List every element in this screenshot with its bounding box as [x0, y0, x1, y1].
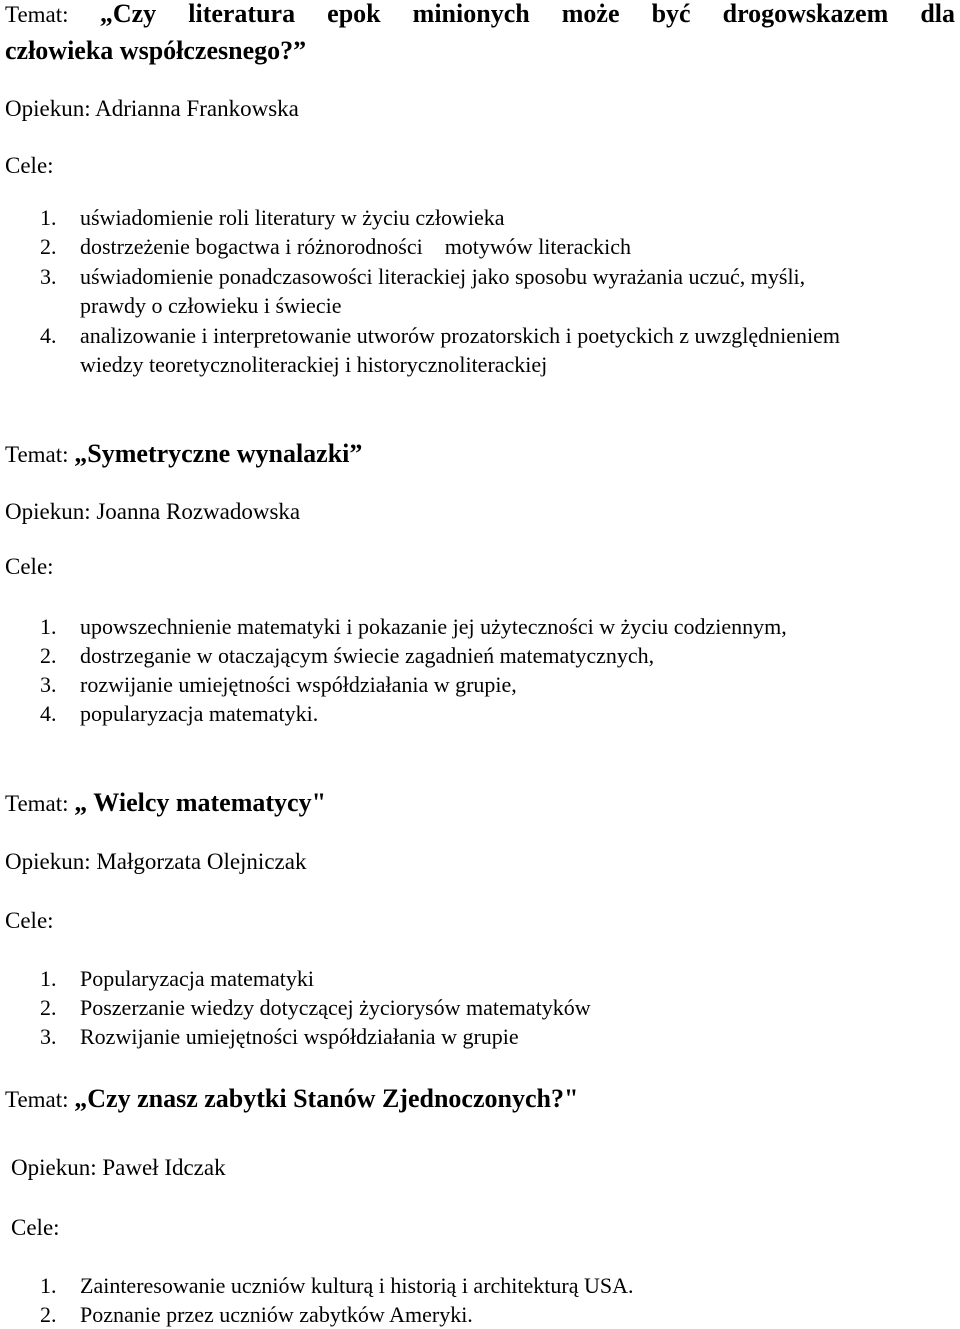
topic-label: Temat: — [5, 791, 69, 816]
topic-3-title — [5, 789, 326, 818]
list-text: Poszerzanie wiedzy dotyczącej życiorysów matematyków — [80, 995, 591, 1020]
list-text: uświadomienie ponadczasowości literackiej jako sposobu wyrażania uczuć, myśli, — [80, 264, 806, 289]
topic-1-title-line-1 — [5, 0, 955, 29]
list-number: 3. — [40, 672, 57, 697]
list-number: 4. — [40, 701, 57, 726]
list-number: 1. — [40, 205, 57, 230]
topic-3-goals-label: Cele: — [5, 908, 54, 933]
list-text: Popularyzacja matematyki — [80, 966, 314, 991]
supervisor-name: Joanna Rozwadowska — [96, 499, 301, 524]
list-text: popularyzacja matematyki. — [80, 701, 319, 726]
topic-label: Temat: — [5, 2, 69, 27]
supervisor-label: Opiekun: — [5, 499, 91, 524]
topic-2-goals-label: Cele: — [5, 554, 54, 579]
list-number: 3. — [40, 1024, 57, 1049]
topic-3-supervisor — [5, 848, 306, 876]
supervisor-label: Opiekun: — [11, 1155, 97, 1180]
topic-1-title-line-2: człowieka współczesnego?” — [5, 36, 307, 65]
topic-title: „Czy znasz zabytki Stanów Zjednoczonych?" — [74, 1084, 579, 1113]
topic-title: „ Wielcy matematycy" — [74, 788, 327, 817]
list-text: dostrzeżenie bogactwa i różnorodności motywów literackich — [80, 234, 632, 259]
list-number: 2. — [40, 643, 57, 668]
topic-2-title — [5, 440, 362, 469]
list-number: 2. — [40, 995, 57, 1020]
topic-4-supervisor — [11, 1154, 226, 1182]
topic-title: „Symetryczne wynalazki” — [74, 439, 363, 468]
topic-label: Temat: — [5, 1087, 69, 1112]
topic-1-goals-label: Cele: — [5, 153, 54, 178]
list-text: Zainteresowanie uczniów kulturą i historią i architekturą USA. — [80, 1273, 634, 1298]
list-text: upowszechnienie matematyki i pokazanie jej użyteczności w życiu codziennym, — [80, 614, 787, 639]
list-text: analizowanie i interpretowanie utworów prozatorskich i poetyckich z uwzględnieniem — [80, 323, 840, 348]
list-number: 4. — [40, 323, 57, 348]
supervisor-name: Adrianna Frankowska — [95, 96, 299, 121]
list-text-continuation: prawdy o człowieku i świecie — [80, 293, 342, 318]
list-text-continuation: wiedzy teoretycznoliterackiej i historycznoliterackiej — [80, 352, 548, 377]
list-number: 1. — [40, 1273, 57, 1298]
supervisor-name: Małgorzata Olejniczak — [96, 849, 307, 874]
list-number: 1. — [40, 614, 57, 639]
list-number: 1. — [40, 966, 57, 991]
list-text: Poznanie przez uczniów zabytków Ameryki. — [80, 1302, 473, 1327]
supervisor-name: Paweł Idczak — [102, 1155, 226, 1180]
list-text: dostrzeganie w otaczającym świecie zagadnień matematycznych, — [80, 643, 655, 668]
topic-4-goals-label: Cele: — [11, 1215, 60, 1240]
topic-4-title — [5, 1085, 578, 1114]
list-text: rozwijanie umiejętności współdziałania w grupie, — [80, 672, 517, 697]
topic-title: „Czy literatura epok minionych może być drogowskazem dla — [99, 0, 956, 28]
list-number: 2. — [40, 1302, 57, 1327]
supervisor-label: Opiekun: — [5, 96, 91, 121]
topic-2-supervisor — [5, 498, 300, 526]
list-number: 2. — [40, 234, 57, 259]
topic-1-supervisor — [5, 95, 299, 123]
list-text: uświadomienie roli literatury w życiu człowieka — [80, 205, 505, 230]
supervisor-label: Opiekun: — [5, 849, 91, 874]
topic-label: Temat: — [5, 442, 69, 467]
list-number: 3. — [40, 264, 57, 289]
list-text: Rozwijanie umiejętności współdziałania w grupie — [80, 1024, 519, 1049]
